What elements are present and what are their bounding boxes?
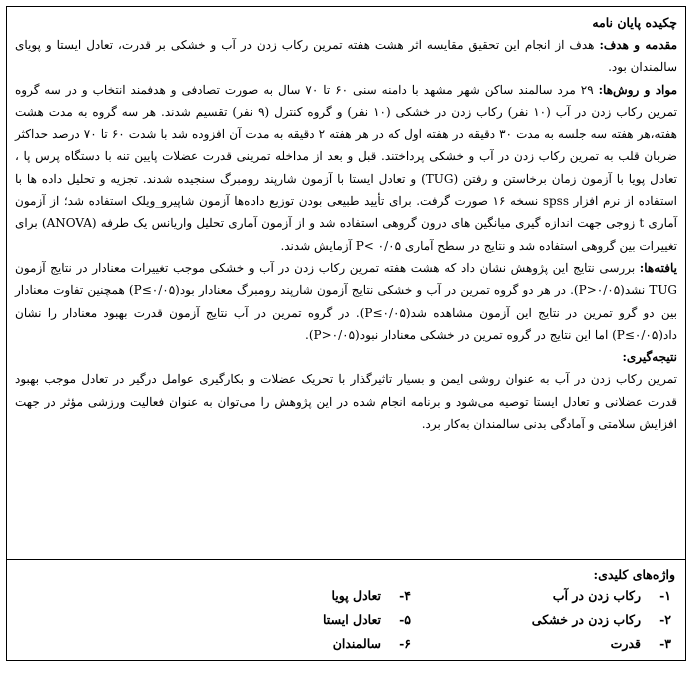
keywords-title: واژه‌های کلیدی: [593, 567, 675, 582]
keyword-text: رکاب زدن در خشکی [531, 612, 641, 627]
conclusion-text: تمرین رکاب زدن در آب به عنوان روشی ایمن و بسیار تاثیرگذار با تحریک عضلات و بکارگیری عوامل درگیر در تعادل موجب بهبود قدرت عضلانی و تعادل ایستا توصیه می‌شود و برنامه انجام شده در این پژوهش را می‌توان به عنوان فعالیت ورزشی مؤثر در جهت افزایش سلامتی و آمادگی بدنی سالمندان به‌کار برد. [15, 372, 677, 432]
keyword-number: ۲- [659, 612, 671, 627]
results-paragraph [15, 257, 677, 346]
keywords-section [7, 560, 685, 660]
keyword-number: ۳- [659, 636, 671, 651]
keyword-number: ۱- [659, 588, 671, 603]
abstract-title: چکیده پایان نامه [592, 15, 677, 30]
intro-text: هدف از انجام این تحقیق مقایسه اثر هشت هفته تمرین رکاب زدن در آب و خشکی بر قدرت، تعادل ایستا و پویای سالمندان بود. [15, 38, 677, 75]
keyword-text: رکاب زدن در آب [552, 588, 641, 603]
conclusion-label: نتیجه‌گیری: [622, 350, 677, 365]
keyword-number: ۵- [399, 612, 411, 627]
keyword-text: سالمندان [332, 636, 381, 651]
keyword-text: تعادل ایستا [322, 612, 381, 627]
results-text: بررسی نتایج این پژوهش نشان داد که هشت هفته تمرین رکاب زدن در آب و خشکی موجب تغییرات معنادار در نتایج آزمون TUG نشد(P>۰/۰۵). در هر دو گروه تمرین در آب و خشکی نتایج آزمون شارپند رومبرگ معنادار بود(P≤۰/۰۵) همچنین تفاوت معنادار بین دو گرو تمرین در نتایج این آزمون مشاهده شد(P≤۰/۰۵). در گروه تمرین در آب نتایج آزمون قدرت بهبود معنادار را نشان داد(P≤۰/۰۵) اما این نتایج در گروه تمرین در خشکی معنادار نبود(P>۰/۰۵). [15, 260, 678, 342]
keyword-text: قدرت [610, 636, 641, 651]
keyword-item [411, 612, 671, 636]
keywords-list [17, 588, 671, 660]
keyword-number: ۶- [399, 636, 411, 651]
keyword-number: ۴- [399, 588, 411, 603]
keyword-item [151, 636, 411, 660]
intro-label: مقدمه و هدف: [599, 38, 677, 52]
methods-label: مواد و روش‌ها: [598, 82, 677, 97]
results-label: یافته‌ها: [639, 260, 677, 275]
keyword-item [411, 636, 671, 660]
intro-paragraph [15, 34, 677, 79]
keyword-text: تعادل پویا [331, 588, 381, 603]
keyword-item [151, 588, 411, 612]
keyword-item [151, 612, 411, 636]
abstract-frame [6, 6, 686, 661]
abstract-section [7, 7, 685, 560]
keyword-item [411, 588, 671, 612]
methods-paragraph [15, 79, 677, 257]
methods-text: ۲۹ مرد سالمند ساکن شهر مشهد با دامنه سنی ۶۰ تا ۷۰ سال به صورت تصادفی و هدفمند انتخاب و در سه گروه تمرین رکاب زدن در آب (۱۰ نفر) رکاب زدن در خشکی (۱۰ نفر) و گروه کنترل (۹ نفر) تقسیم شدند. هر سه گروه به مدت هشت هفته،هر هفته سه جلسه به مدت ۳۰ دقیقه در هفته اول که در هر هفته ۲ دقیقه به مدت آن افزوده شد با شدت ۶۰ تا ۷۰ درصد حداکثر ضربان قلب به تمرین رکاب زدن در آب و خشکی پرداختند. قبل و بعد از مداخله تمرینی قدرت عضلات پایین تنه با دستگاه پرس پا ، تعادل پویا با آزمون زمان برخاستن و رفتن (TUG) و تعادل ایستا با آزمون شارپند رومبرگ سنجیده شدند. تجزیه و تحلیل داده ها با استفاده از نرم افزار spss نسخه ۱۶ صورت گرفت. برای تأیید طبیعی بودن توزیع داده‌ها آزمون شاپیرو_ویلک استفاده شد؛ از آزمون آماری t زوجی جهت اندازه گیری میانگین های درون گروهی استفاده شد و از آزمون آماری تحلیل واریانس یک طرفه (ANOVA) برای تغییرات بین گروهی استفاده شد و نتایج در سطح آماری P< ۰/۰۵ آزمایش شدند. [15, 82, 678, 253]
